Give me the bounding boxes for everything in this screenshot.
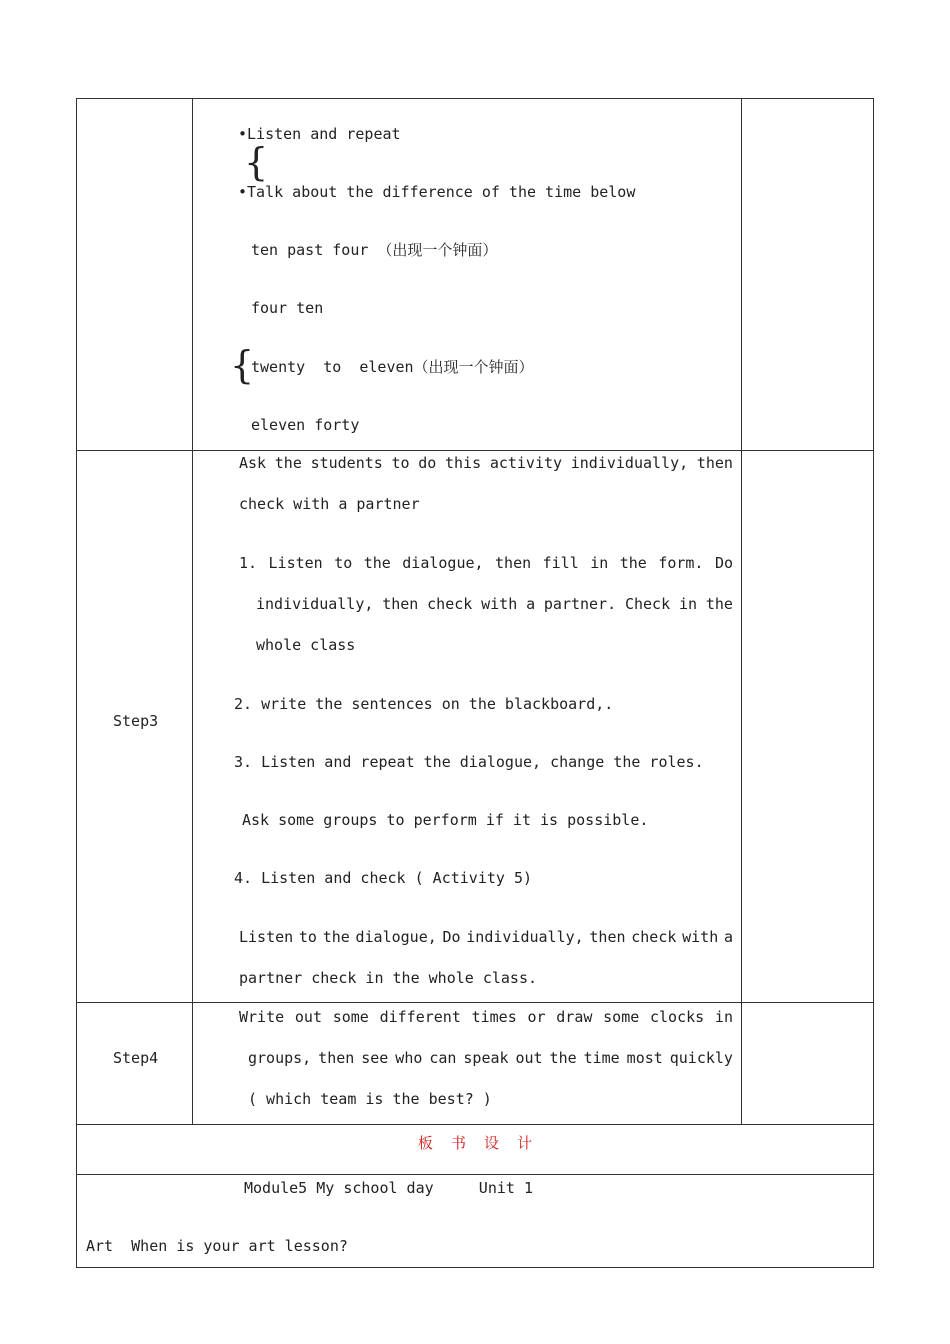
step3-item2: 2. write the sentences on the blackboard,. — [234, 695, 614, 713]
step3-intro-line-2: check with a partner — [239, 495, 420, 513]
table-border-top — [76, 98, 874, 99]
row-divider-3 — [76, 1124, 874, 1125]
table-border-right — [873, 98, 874, 1268]
bullet-talk-difference: •Talk about the difference of the time below — [238, 183, 636, 201]
step3-label: Step3 — [113, 712, 159, 730]
step4-line-2: groups, then see who can speak out the time most quickly — [248, 1049, 733, 1067]
step3-item3: 3. Listen and repeat the dialogue, change the roles. — [234, 753, 704, 771]
step3-item3-note: Ask some groups to perform if it is possible. — [242, 811, 649, 829]
time-line-3: twenty to eleven（出现一个钟面） — [251, 358, 534, 376]
brace-2-icon: { — [230, 343, 255, 387]
step3-intro-line-1: Ask the students to do this activity individually, then — [239, 454, 733, 472]
row-divider-1 — [76, 450, 874, 451]
board-design-heading: 板 书 设 计 — [417, 1134, 533, 1152]
step3-item1-line-1: 1. Listen to the dialogue, then fill in the form. Do — [239, 554, 733, 572]
step4-line-3: ( which team is the best? ) — [248, 1090, 492, 1108]
board-title: Module5 My school day Unit 1 — [244, 1179, 533, 1197]
col-divider-1 — [192, 98, 193, 1125]
step3-item1-line-3: whole class — [256, 636, 356, 654]
brace-1-icon: { — [244, 140, 269, 184]
step3-item4-line-2: partner check in the whole class. — [239, 969, 538, 987]
step3-item1-line-2: individually, then check with a partner. Check in the — [256, 595, 733, 613]
table-border-bottom — [76, 1267, 874, 1268]
step4-line-1: Write out some different times or draw some clocks in — [239, 1008, 733, 1026]
board-line: Art When is your art lesson? — [86, 1237, 348, 1255]
table-border-left — [76, 98, 77, 1268]
bullet-listen-repeat: •Listen and repeat — [238, 125, 401, 143]
step3-item4: 4. Listen and check ( Activity 5) — [234, 869, 533, 887]
time-line-1: ten past four （出现一个钟面） — [251, 241, 498, 259]
time-line-4: eleven forty — [251, 416, 360, 434]
row-divider-2 — [76, 1002, 874, 1003]
row-divider-4 — [76, 1174, 874, 1175]
step3-item4-line-1: Listen to the dialogue, Do individually, then check with a — [239, 928, 733, 946]
col-divider-2 — [741, 98, 742, 1125]
time-line-2: four ten — [251, 299, 324, 317]
step4-label: Step4 — [113, 1049, 159, 1067]
